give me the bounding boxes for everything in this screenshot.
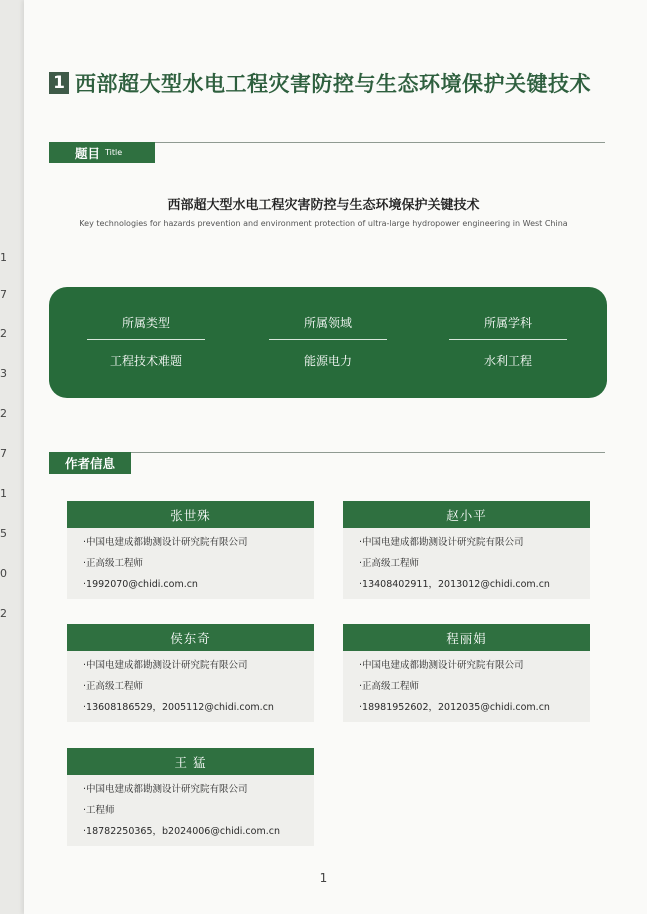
section-heading-text: 西部超大型水电工程灾害防控与生态环境保护关键技术	[75, 72, 591, 96]
author-name: 赵小平	[343, 501, 590, 528]
author-org: ·中国电建成都勘测设计研究院有限公司	[83, 537, 248, 548]
author-title: ·正高级工程师	[359, 558, 420, 569]
margin-number: 1	[0, 487, 7, 500]
author-title: ·工程师	[83, 805, 115, 816]
author-title: ·正高级工程师	[83, 681, 144, 692]
margin-number: 1	[0, 251, 7, 264]
author-contact: ·1992070@chidi.com.cn	[83, 579, 198, 590]
section-heading	[49, 68, 591, 98]
category-value: 工程技术难题	[109, 354, 182, 368]
author-contact: ·18782250365，b2024006@chidi.com.cn	[83, 826, 280, 837]
author-title: ·正高级工程师	[83, 558, 144, 569]
author-details	[343, 651, 590, 722]
author-card	[343, 624, 590, 722]
margin-number: 3	[0, 367, 7, 380]
author-contact: ·18981952602，2012035@chidi.com.cn	[359, 702, 550, 713]
title-section-label	[49, 142, 155, 163]
margin-number: 5	[0, 527, 7, 540]
margin-number: 2	[0, 607, 7, 620]
author-org: ·中国电建成都勘测设计研究院有限公司	[83, 784, 248, 795]
author-card	[67, 624, 314, 722]
category-divider	[87, 339, 205, 340]
category-label: 所属类型	[121, 316, 170, 330]
title-label-en: Title	[105, 148, 123, 157]
title-label-cn: 题目	[75, 145, 101, 161]
author-card	[343, 501, 590, 599]
author-details	[67, 651, 314, 722]
author-name: 侯东奇	[67, 624, 314, 651]
project-title-en: Key technologies for hazards prevention and environment protection of ultra-large hydropower engineering in West China	[79, 219, 568, 228]
author-card	[67, 748, 314, 846]
category-panel	[49, 287, 607, 398]
category-label: 所属学科	[483, 316, 532, 330]
category-label: 所属领域	[303, 316, 352, 330]
author-name: 程丽娟	[343, 624, 590, 651]
author-details	[343, 528, 590, 599]
author-org: ·中国电建成都勘测设计研究院有限公司	[359, 660, 524, 671]
category-divider	[449, 339, 567, 340]
category-divider	[269, 339, 387, 340]
authors-label: 作者信息	[65, 456, 116, 471]
author-contact: ·13608186529，2005112@chidi.com.cn	[83, 702, 274, 713]
author-name: 张世殊	[67, 501, 314, 528]
category-value: 水利工程	[483, 354, 532, 368]
margin-number: 0	[0, 567, 7, 580]
title-section-divider	[155, 142, 605, 143]
authors-section-label	[49, 452, 131, 474]
margin-number: 2	[0, 407, 7, 420]
margin-number: 7	[0, 447, 7, 460]
author-details	[67, 775, 314, 846]
authors-section-divider	[131, 452, 605, 453]
margin-number: 2	[0, 327, 7, 340]
page-number: 1	[319, 871, 328, 885]
section-number-badge: 1	[49, 72, 69, 94]
author-title: ·正高级工程师	[359, 681, 420, 692]
author-card	[67, 501, 314, 599]
author-org: ·中国电建成都勘测设计研究院有限公司	[83, 660, 248, 671]
author-name: 王 猛	[67, 748, 314, 775]
margin-line-numbers	[0, 0, 14, 914]
project-title-cn: 西部超大型水电工程灾害防控与生态环境保护关键技术	[167, 198, 480, 213]
category-value: 能源电力	[303, 354, 352, 368]
margin-number: 7	[0, 288, 7, 301]
author-org: ·中国电建成都勘测设计研究院有限公司	[359, 537, 524, 548]
author-contact: ·13408402911，2013012@chidi.com.cn	[359, 579, 550, 590]
author-details	[67, 528, 314, 599]
